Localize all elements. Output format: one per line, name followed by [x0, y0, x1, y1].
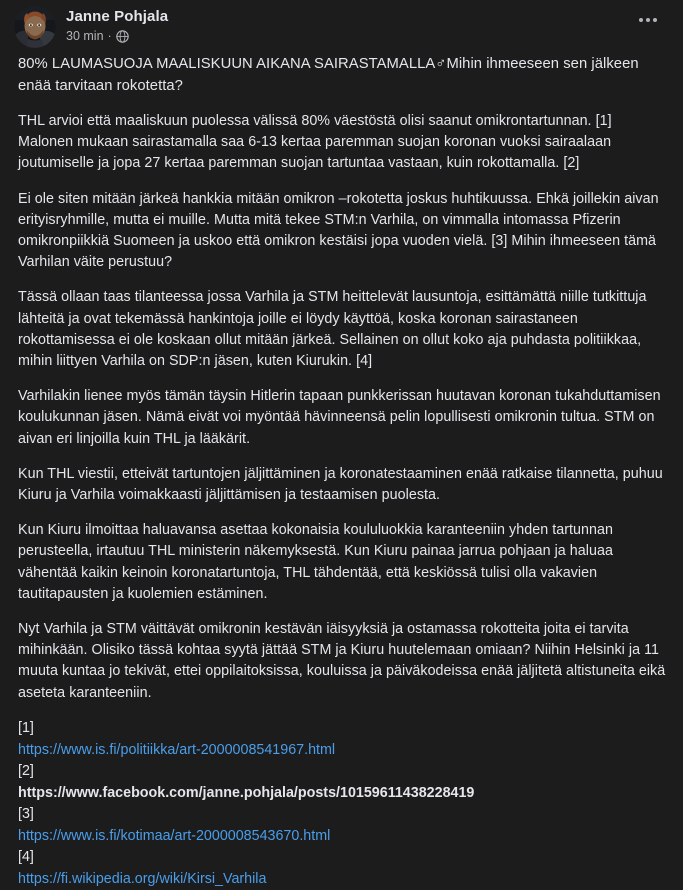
post-header	[0, 0, 683, 46]
profile-avatar-image	[14, 6, 56, 48]
post-headline: 80% LAUMASUOJA MAALISKUUN AIKANA SAIRASTAMALLA♂Mihin ihmeeseen sen jälkeen enää tarvitaan rokotetta?	[18, 56, 639, 94]
post-paragraph: Ei ole siten mitään järkeä hankkia mitään omikron –rokotetta joskus huhtikuussa. Ehkä joillekin aivan erityisryhmille, mutta ei muille. Mutta mitä tekee STM:n Varhila, on vimmalla intomassa Pfizerin omikronpiikkiä Suomeen ja uskoo että omikron kestäisi jopa vuoden vielä. [3] Mihin ihmeeseen tämä Varhilan väite perustuu?	[18, 190, 659, 271]
menu-dot	[639, 18, 643, 22]
post-meta	[66, 28, 168, 44]
meta-separator: ·	[107, 29, 112, 43]
menu-dot	[646, 18, 650, 22]
menu-dot	[653, 18, 657, 22]
post-paragraph: Varhilakin lienee myös tämän täysin Hitlerin tapaan punkkerissan huutavan koronan tukahduttamisen koulukunnan jäsen. Nämä eivät voi myöntää hävinneensä pelin lopullisesti omikronin tultua. STM on aivan eri linjoilla kuin THL ja lääkärit.	[18, 388, 661, 447]
globe-icon[interactable]	[116, 30, 129, 43]
reference-link[interactable]: https://www.is.fi/politiikka/art-2000008541967.html	[18, 741, 336, 758]
reference-marker: [3]	[18, 805, 34, 822]
post-paragraph: THL arvioi että maaliskuun puolessa välissä 80% väestöstä olisi saanut omikrontartunnan. [1] Malonen mukaan sairastamalla saa 6-13 kertaa paremman suojan koronan vuoksi sairaalaan joutumiselle ja jopa 27 kertaa paremman suojan tartuntaa vastaan, kuin rokottamalla. [2]	[18, 113, 612, 172]
post-paragraph: Tässä ollaan taas tilanteessa jossa Varhila ja STM heittelevät lausuntoja, esittämättä niille tutkittuja lähteitä ja ovat tekemässä hankintoja joille ei löydy käyttöä, koska koronan sairastaneen rokottamisessa ei ole koskaan ollut mitään järkeä. Sellainen on ollut koko aja puhdasta politiikkaa, mihin liittyen Varhila on SDP:n jäsen, kuten Kiurukin. [4]	[18, 289, 647, 370]
avatar[interactable]	[14, 6, 56, 48]
post-body	[0, 54, 683, 890]
reference-link[interactable]: https://www.facebook.com/janne.pohjala/posts/10159611438228419	[18, 784, 475, 801]
author-name[interactable]: Janne Pohjala	[66, 8, 169, 25]
post-paragraph: Nyt Varhila ja STM väittävät omikronin kestävän iäisyyksiä ja ostamassa rokotteita joita ei tarvita mihinkään. Olisiko tässä kohtaa syytä jättää STM ja Kiuru huutelemaan omiaan? Niihin Helsinki ja 11 muuta kuntaa jo tekivät, ettei oppilaitoksissa, kouluissa ja päiväkodeissa enää jäljitetä altistuneita eikä aseteta karanteeniin.	[18, 621, 666, 701]
reference-marker: [1]	[18, 719, 34, 736]
more-options-icon[interactable]	[635, 14, 661, 26]
post-paragraph: Kun THL viestii, etteivät tartuntojen jäljittäminen ja koronatestaaminen enää ratkaise tilannetta, puhuu Kiuru ja Varhila voimakkaasti jäljittämisen ja testaamisen puolesta.	[18, 465, 663, 504]
timestamp[interactable]: 30 min	[66, 29, 104, 43]
reference-list	[18, 718, 667, 890]
reference-link[interactable]: https://www.is.fi/kotimaa/art-2000008543670.html	[18, 827, 331, 844]
post-paragraph: Kun Kiuru ilmoittaa haluavansa asettaa kokonaisia koululuokkia karanteeniin yhden tartunnan perusteella, irtautuu THL ministerin näkemyksestä. Kun Kiuru painaa jarrua pohjaan ja haluaa vähentää kaikin keinoin koronatartuntoja, THL tähdentää, että keskiössä tulisi olla vakavien tautitapausten ja kuolemien estäminen.	[18, 522, 613, 602]
reference-link[interactable]: https://fi.wikipedia.org/wiki/Kirsi_Varhila	[18, 870, 267, 887]
post-author-block	[66, 6, 168, 44]
reference-marker: [4]	[18, 848, 34, 865]
reference-marker: [2]	[18, 762, 34, 779]
